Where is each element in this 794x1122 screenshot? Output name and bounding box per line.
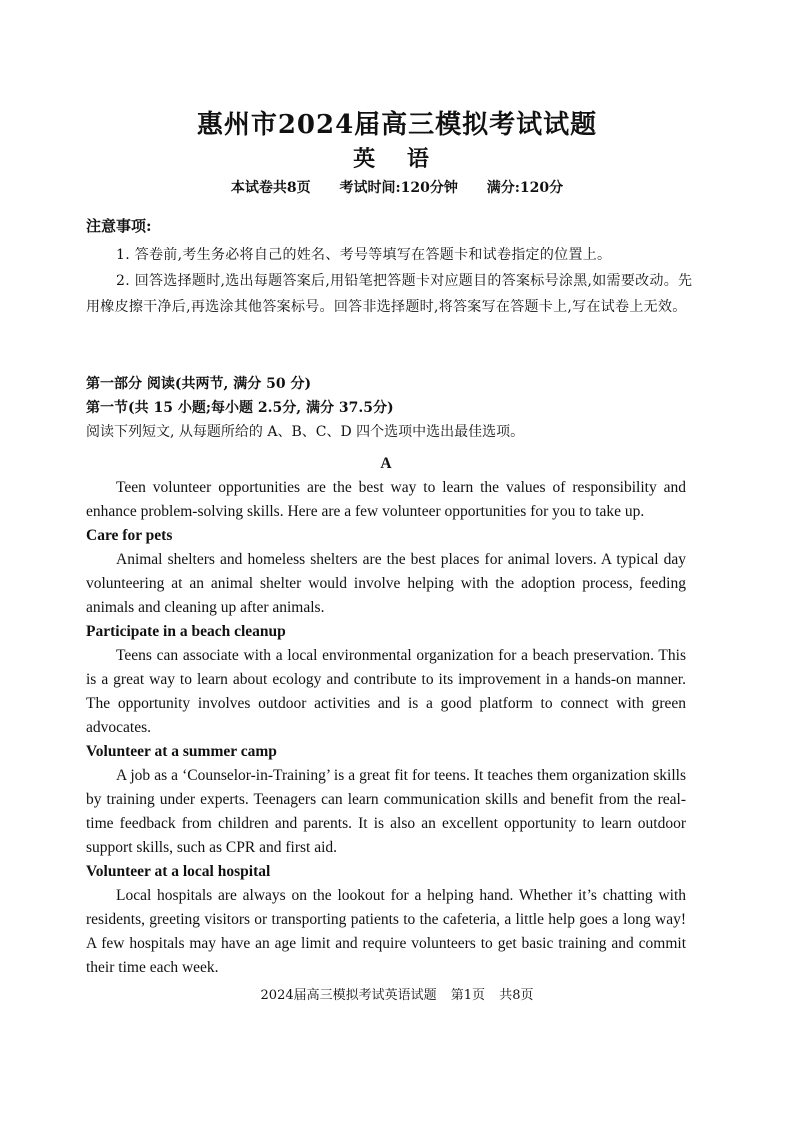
subsection-title: 第一节(共 15 小题;每小题 2.5分, 满分 37.5分) bbox=[86, 400, 394, 416]
passage-section-text: Teens can associate with a local environmental organization for a beach preservation. This is a great way to learn about ecology and contribute to its improvement in a hands-on manner. The opportunity involves outdoor activities and is a good platform to connect with green advocates. bbox=[86, 647, 686, 736]
notice-item: 1. 答卷前,考生务必将自己的姓名、考号等填写在答题卡和试卷指定的位置上。 bbox=[116, 247, 612, 263]
passage-section-heading: Participate in a beach cleanup bbox=[86, 623, 286, 640]
section-header bbox=[86, 372, 698, 444]
passage-section-heading: Volunteer at a summer camp bbox=[86, 743, 277, 760]
page-footer bbox=[0, 984, 794, 1003]
notice-heading: 注意事项: bbox=[86, 217, 152, 235]
full-score: 满分:120分 bbox=[486, 180, 564, 196]
passage-section-heading: Care for pets bbox=[86, 527, 173, 544]
exam-time: 考试时间:120分钟 bbox=[339, 180, 458, 196]
passage-section-text: A job as a ‘Counselor-in-Training’ is a great fit for teens. It teaches them organization skills by training under experts. Teenagers can learn communication skills and benefit from the real-time feedback from children and parents. It is also an excellent opportunity to learn outdoor support skills, such as CPR and first aid. bbox=[86, 767, 686, 856]
page-count: 本试卷共8页 bbox=[230, 180, 311, 196]
part-title: 第一部分 阅读(共两节, 满分 50 分) bbox=[86, 376, 312, 392]
footer-page-number: 第1页 bbox=[450, 988, 486, 1003]
passage-intro: Teen volunteer opportunities are the best way to learn the values of responsibility and enhance problem-solving skills. Here are a few volunteer opportunities for you to take up. bbox=[86, 479, 686, 520]
notice-block bbox=[86, 213, 698, 320]
subject-title: 英 语 bbox=[353, 146, 441, 172]
reading-passage-a bbox=[86, 452, 686, 980]
section-instruction: 阅读下列短文, 从每题所给的 A、B、C、D 四个选项中选出最佳选项。 bbox=[86, 424, 525, 440]
passage-letter: A bbox=[380, 455, 392, 472]
passage-section-text: Animal shelters and homeless shelters are the best places for animal lovers. A typical day volunteering at an animal shelter would involve helping with the adoption process, feeding animals and cleaning up after animals. bbox=[86, 551, 686, 616]
footer-exam-name: 2024届高三模拟考试英语试题 bbox=[260, 988, 437, 1003]
footer-total-pages: 共8页 bbox=[499, 988, 534, 1003]
passage-section-text: Local hospitals are always on the lookout for a helping hand. Whether it’s chatting with residents, greeting visitors or transporting patients to the cafeteria, a little help goes a long way! A few hospitals may have an age limit and require volunteers to get basic training and commit their time each week. bbox=[86, 887, 686, 976]
exam-meta bbox=[0, 177, 794, 197]
exam-title: 惠州市2024届高三模拟考试试题 bbox=[196, 110, 598, 140]
notice-item: 2. 回答选择题时,选出每题答案后,用铅笔把答题卡对应题目的答案标号涂黑,如需要改动。先用橡皮擦干净后,再选涂其他答案标号。回答非选择题时,将答案写在答题卡上,写在试卷上无效。 bbox=[86, 273, 693, 315]
passage-section-heading: Volunteer at a local hospital bbox=[86, 863, 271, 880]
